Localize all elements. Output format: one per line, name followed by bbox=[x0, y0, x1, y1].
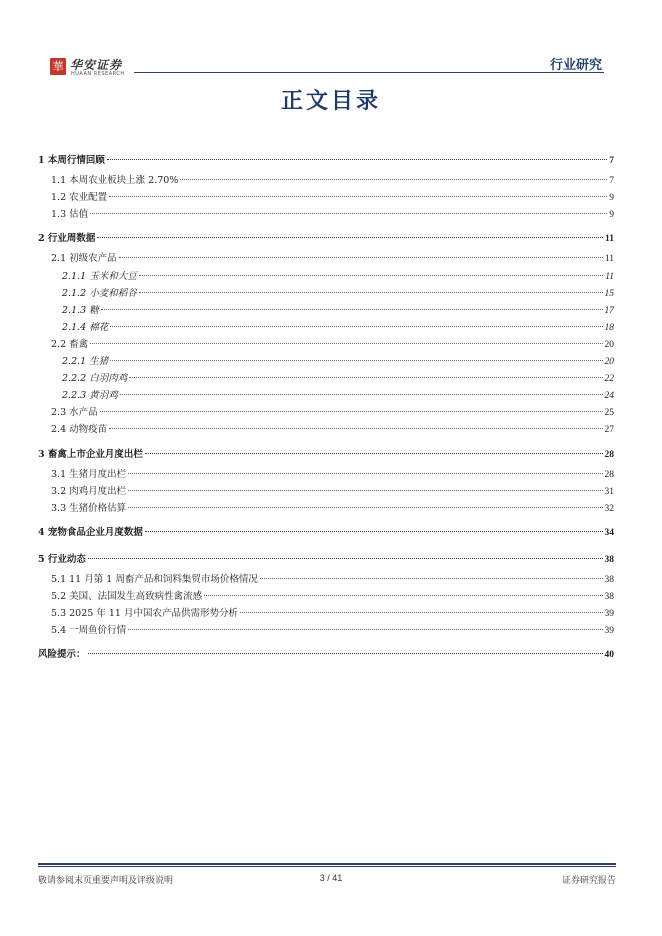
toc-entry-page: 17 bbox=[604, 305, 614, 316]
toc-entry-page: 34 bbox=[604, 527, 614, 538]
toc-gap bbox=[38, 664, 614, 667]
toc-entry-page: 39 bbox=[604, 609, 614, 620]
toc-gap bbox=[38, 223, 614, 230]
toc-entry-label: 2.2.3 黄羽鸡 bbox=[62, 390, 118, 402]
toc-entry[interactable] bbox=[38, 622, 614, 639]
toc-entry-label: 1 本周行情回顾 bbox=[38, 155, 105, 166]
toc-entry[interactable] bbox=[38, 387, 614, 404]
toc-entry-page: 32 bbox=[604, 503, 614, 514]
toc-entry-label: 3.3 生猪价格估算 bbox=[51, 502, 127, 514]
toc-entry-label: 4 宠物食品企业月度数据 bbox=[38, 526, 143, 538]
toc-entry-label: 1.1 本周农业板块上涨 2.70% bbox=[51, 175, 179, 187]
toc-entry-page: 38 bbox=[604, 575, 614, 586]
toc-entry-page: 20 bbox=[604, 357, 614, 368]
footer-divider-thin bbox=[38, 866, 616, 867]
toc-entry-label: 1.2 农业配置 bbox=[51, 192, 108, 204]
toc-leader-dots bbox=[101, 309, 603, 310]
toc-leader-dots bbox=[109, 428, 602, 429]
toc-leader-dots bbox=[128, 629, 602, 630]
toc-entry-label: 3.1 生猪月度出栏 bbox=[51, 468, 127, 480]
toc-leader-dots bbox=[100, 411, 603, 412]
toc-entry-page: 7 bbox=[609, 176, 614, 187]
toc-entry-label: 5.1 11 月第 1 周畜产品和饲料集贸市场价格情况 bbox=[51, 574, 258, 586]
toc-entry[interactable] bbox=[38, 319, 614, 336]
toc-leader-dots bbox=[180, 179, 607, 180]
toc-entry[interactable] bbox=[38, 189, 614, 206]
toc-entry[interactable] bbox=[38, 268, 614, 285]
toc-entry-page: 22 bbox=[604, 374, 614, 385]
toc-entry-label: 1.3 估值 bbox=[51, 209, 89, 221]
toc-entry[interactable] bbox=[38, 404, 614, 421]
toc-entry-page: 38 bbox=[604, 554, 614, 565]
toc-entry[interactable] bbox=[38, 421, 614, 438]
toc-entry[interactable] bbox=[38, 605, 614, 622]
toc-entry[interactable] bbox=[38, 353, 614, 370]
page-header bbox=[0, 0, 662, 80]
toc-entry[interactable] bbox=[38, 152, 614, 169]
toc-entry-page: 11 bbox=[605, 271, 614, 282]
toc-entry-label: 5.2 美国、法国发生高致病性禽流感 bbox=[51, 591, 203, 603]
logo-icon: 華 bbox=[50, 58, 66, 75]
toc-entry[interactable] bbox=[38, 588, 614, 605]
logo-subtext: HUAAN RESEARCH bbox=[71, 71, 125, 77]
toc-entry[interactable] bbox=[38, 302, 614, 319]
toc-leader-dots bbox=[204, 595, 602, 596]
toc-leader-dots bbox=[128, 473, 602, 474]
toc-entry-label: 2 行业周数据 bbox=[38, 233, 96, 245]
toc-entry[interactable] bbox=[38, 483, 614, 500]
toc-entry-page: 28 bbox=[604, 449, 614, 460]
logo-text: 华安证券 bbox=[70, 58, 123, 72]
toc-leader-dots bbox=[139, 292, 603, 293]
toc-entry-page: 15 bbox=[604, 288, 614, 299]
table-of-contents bbox=[38, 152, 614, 667]
toc-entry-label: 2.4 动物疫苗 bbox=[51, 424, 108, 436]
toc-entry-page: 31 bbox=[604, 486, 614, 497]
toc-entry[interactable] bbox=[38, 551, 614, 568]
toc-gap bbox=[38, 639, 614, 646]
toc-entry[interactable] bbox=[38, 500, 614, 517]
toc-entry[interactable] bbox=[38, 172, 614, 189]
toc-entry-label: 2.2 畜禽 bbox=[51, 338, 89, 350]
toc-entry-label: 3.2 肉鸡月度出栏 bbox=[51, 485, 127, 497]
toc-entry-page: 40 bbox=[604, 650, 614, 661]
toc-entry[interactable] bbox=[38, 336, 614, 353]
toc-leader-dots bbox=[119, 257, 603, 258]
toc-leader-dots bbox=[120, 394, 603, 395]
toc-leader-dots bbox=[129, 377, 602, 378]
toc-entry-label: 2.1.3 糖 bbox=[62, 304, 99, 316]
toc-entry-page: 39 bbox=[604, 626, 614, 637]
toc-entry[interactable] bbox=[38, 446, 614, 463]
toc-entry[interactable] bbox=[38, 230, 614, 247]
toc-leader-dots bbox=[90, 213, 607, 214]
toc-entry[interactable] bbox=[38, 250, 614, 267]
toc-entry-page: 11 bbox=[605, 234, 614, 245]
toc-entry-page: 9 bbox=[609, 193, 614, 204]
toc-entry-label: 2.3 水产品 bbox=[51, 407, 98, 419]
toc-leader-dots bbox=[145, 453, 603, 454]
toc-entry-page: 28 bbox=[604, 469, 614, 480]
toc-entry-page: 9 bbox=[609, 210, 614, 221]
toc-entry[interactable] bbox=[38, 466, 614, 483]
toc-entry[interactable] bbox=[38, 524, 614, 541]
toc-entry-page: 20 bbox=[604, 339, 614, 350]
toc-leader-dots bbox=[145, 531, 603, 532]
toc-leader-dots bbox=[110, 360, 602, 361]
toc-entry-page: 25 bbox=[604, 408, 614, 419]
toc-leader-dots bbox=[97, 237, 603, 238]
toc-entry-label: 5.4 一周鱼价行情 bbox=[51, 625, 127, 637]
footer-disclaimer: 敬请参阅末页重要声明及评级说明 bbox=[38, 876, 174, 886]
toc-leader-dots bbox=[90, 343, 602, 344]
toc-entry-label: 2.1.1 玉米和大豆 bbox=[62, 270, 137, 282]
toc-leader-dots bbox=[110, 326, 602, 327]
toc-gap bbox=[38, 517, 614, 524]
page-number: 3 / 41 bbox=[319, 873, 343, 883]
toc-entry-label: 2.1 初级农产品 bbox=[51, 253, 117, 265]
toc-entry-page: 11 bbox=[604, 254, 614, 265]
toc-entry-page: 38 bbox=[604, 592, 614, 603]
toc-gap bbox=[38, 439, 614, 446]
toc-entry-page: 7 bbox=[609, 156, 614, 166]
toc-entry-page: 27 bbox=[604, 425, 614, 436]
toc-gap bbox=[38, 544, 614, 551]
toc-entry-label: 2.2.1 生猪 bbox=[62, 356, 109, 368]
toc-leader-dots bbox=[88, 558, 603, 559]
toc-leader-dots bbox=[88, 653, 603, 654]
toc-leader-dots bbox=[128, 490, 602, 491]
toc-entry-page: 24 bbox=[604, 391, 614, 402]
toc-leader-dots bbox=[128, 507, 602, 508]
toc-leader-dots bbox=[260, 578, 603, 579]
toc-leader-dots bbox=[107, 159, 607, 160]
toc-entry[interactable] bbox=[38, 206, 614, 223]
header-divider bbox=[134, 72, 604, 73]
toc-entry[interactable] bbox=[38, 646, 614, 663]
toc-entry-label: 2.1.2 小麦和稻谷 bbox=[62, 287, 137, 299]
footer-divider bbox=[38, 863, 616, 865]
toc-leader-dots bbox=[240, 612, 603, 613]
toc-entry[interactable] bbox=[38, 285, 614, 302]
toc-entry-label: 5 行业动态 bbox=[38, 553, 86, 565]
toc-entry-page: 18 bbox=[604, 322, 614, 333]
toc-entry-label: 3 畜禽上市企业月度出栏 bbox=[38, 448, 143, 460]
toc-entry-label: 2.1.4 棉花 bbox=[62, 321, 109, 333]
footer-doc-type: 证券研究报告 bbox=[561, 876, 616, 886]
report-category: 行业研究 bbox=[549, 58, 602, 73]
toc-entry-label: 2.2.2 白羽肉鸡 bbox=[62, 373, 128, 385]
page-title: 正文目录 bbox=[280, 88, 381, 114]
toc-entry[interactable] bbox=[38, 370, 614, 387]
toc-entry[interactable] bbox=[38, 571, 614, 588]
toc-entry-label: 5.3 2025 年 11 月中国农产品供需形势分析 bbox=[51, 608, 238, 620]
toc-entry-label: 风险提示： bbox=[38, 649, 86, 661]
toc-leader-dots bbox=[109, 196, 607, 197]
toc-leader-dots bbox=[139, 275, 604, 276]
